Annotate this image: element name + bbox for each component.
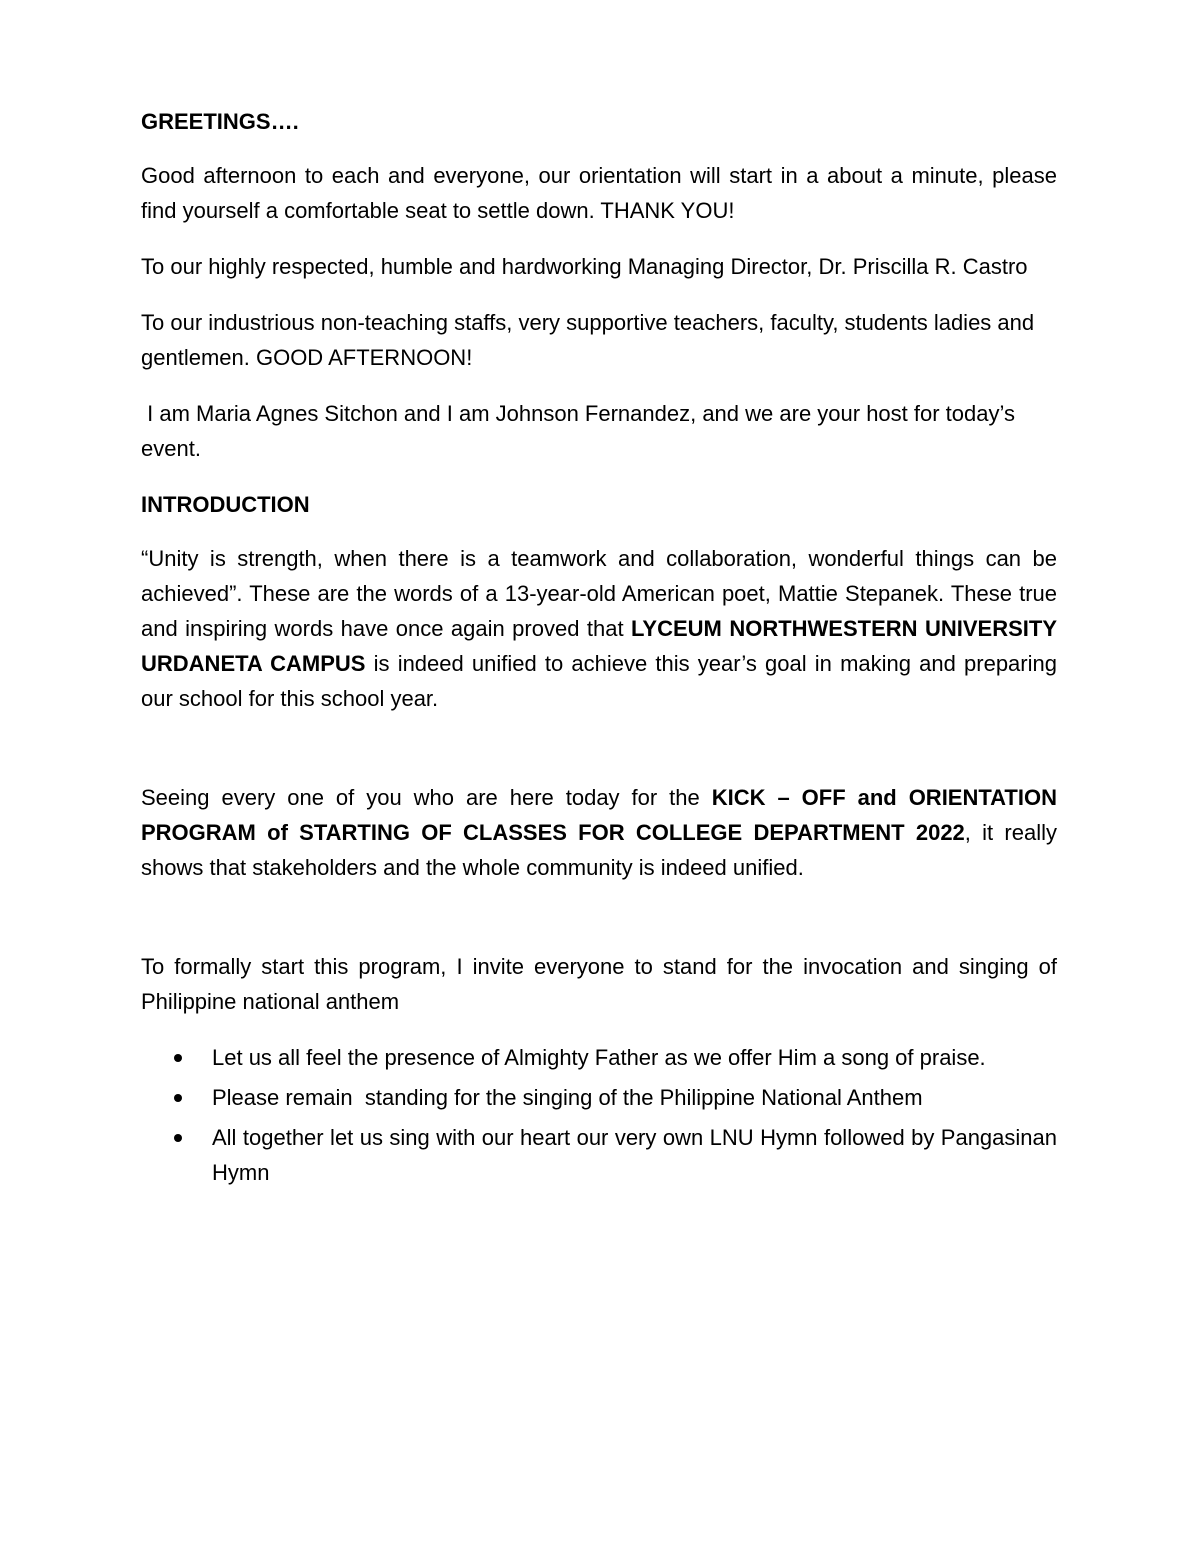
program-start-paragraph: To formally start this program, I invite everyone to stand for the invocation and singing of Philippine national anthem <box>141 954 1057 1014</box>
bullet-item <box>141 1040 1057 1075</box>
managing-director-paragraph: To our highly respected, humble and hardworking Managing Director, Dr. Priscilla R. Castro <box>141 254 1028 279</box>
greetings-heading: GREETINGS…. <box>141 109 299 134</box>
bullet-text: All together let us sing with our heart our very own LNU Hymn followed by Pangasinan Hymn <box>212 1125 1057 1185</box>
hosts-paragraph: I am Maria Agnes Sitchon and I am Johnson Fernandez, and we are your host for today’s event. <box>141 401 1022 461</box>
staff-paragraph: To our industrious non-teaching staffs, very supportive teachers, faculty, students ladies and gentlemen. GOOD AFTERNOON! <box>141 310 1035 370</box>
introduction-text-part2: is indeed unified to achieve this year’s goal in making and preparing our school for this school year. <box>141 651 1057 711</box>
bullet-item <box>141 1080 1057 1115</box>
bullet-text: Let us all feel the presence of Almighty Father as we offer Him a song of praise. <box>212 1045 986 1070</box>
program-title: KICK – OFF and ORIENTATION PROGRAM of STARTING OF CLASSES FOR COLLEGE DEPARTMENT 2022 <box>141 785 1057 845</box>
kickoff-text-part1: Seeing every one of you who are here today for the <box>141 785 712 810</box>
bullet-item <box>141 1120 1057 1190</box>
introduction-text-part1: “Unity is strength, when there is a teamwork and collaboration, wonderful things can be achieved”. These are the words of a 13-year-old American poet, Mattie Stepanek. These true and inspiring words have once again proved that <box>141 546 1057 641</box>
bullet-dot-icon <box>174 1094 182 1102</box>
kickoff-text-part2: , it really shows that stakeholders and the whole community is indeed unified. <box>141 820 1057 880</box>
program-bullet-list <box>141 1040 1057 1190</box>
bullet-dot-icon <box>174 1054 182 1062</box>
university-name: LYCEUM NORTHWESTERN UNIVERSITY URDANETA CAMPUS <box>141 616 1057 676</box>
introduction-heading: INTRODUCTION <box>141 492 310 517</box>
kickoff-paragraph <box>141 780 1057 885</box>
opening-paragraph: Good afternoon to each and everyone, our orientation will start in a about a minute, please find yourself a comfortable seat to settle down. THANK YOU! <box>141 163 1057 223</box>
introduction-paragraph <box>141 541 1057 716</box>
document-page <box>141 104 1057 1195</box>
bullet-dot-icon <box>174 1134 182 1142</box>
bullet-text: Please remain standing for the singing of the Philippine National Anthem <box>212 1085 923 1110</box>
